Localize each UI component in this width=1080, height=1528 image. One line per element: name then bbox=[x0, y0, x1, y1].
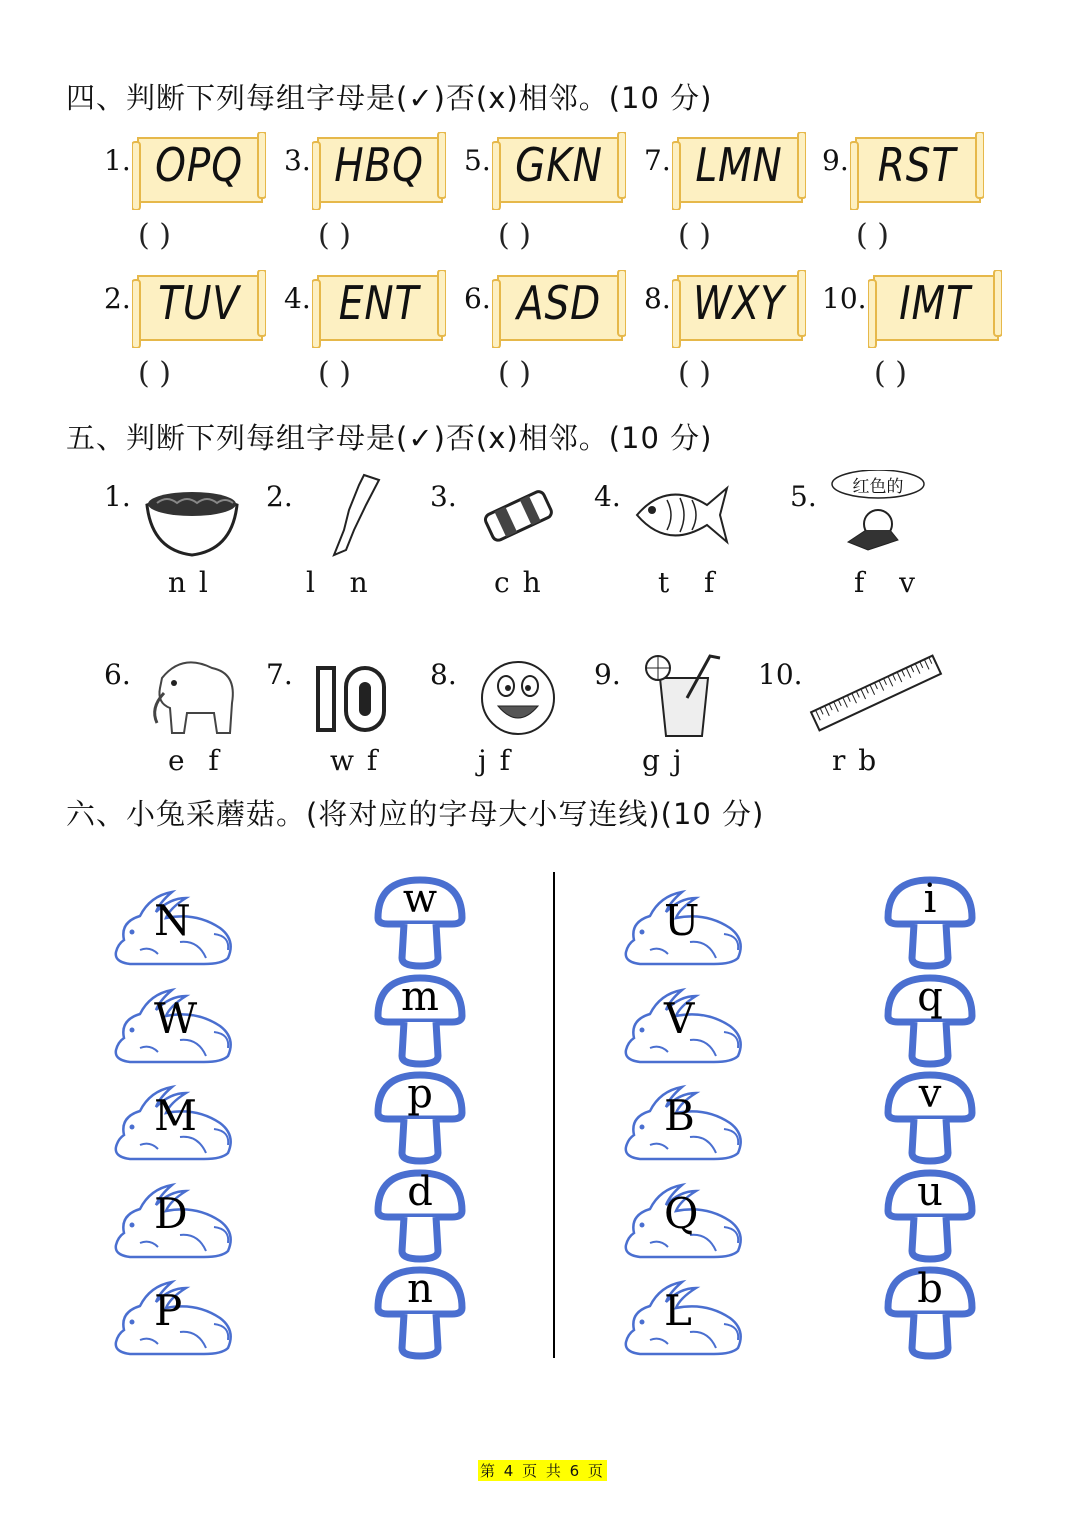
picture-item bbox=[266, 648, 436, 788]
adjacency-item bbox=[644, 132, 834, 252]
mushroom-card[interactable] bbox=[372, 874, 468, 970]
letter-group: IMT bbox=[899, 276, 971, 330]
speech-bubble-text: 红色的 bbox=[852, 477, 904, 497]
lowercase-letter: q bbox=[917, 974, 943, 1020]
answer-blank[interactable]: ( ) bbox=[678, 356, 711, 391]
picture-item bbox=[594, 470, 764, 610]
mushroom-card[interactable] bbox=[882, 1264, 978, 1360]
lowercase-letter: v bbox=[918, 1071, 942, 1117]
answer-blank[interactable]: ( ) bbox=[498, 356, 531, 391]
rabbit-card[interactable] bbox=[110, 1278, 240, 1358]
item-number: 10. bbox=[822, 282, 867, 315]
picture-item bbox=[430, 470, 600, 610]
letter-options: t f bbox=[658, 566, 717, 599]
item-number: 10. bbox=[758, 658, 803, 691]
item-number: 5. bbox=[790, 480, 817, 513]
item-number: 4. bbox=[284, 282, 311, 315]
lowercase-letter: m bbox=[401, 974, 439, 1020]
adjacency-item bbox=[284, 132, 474, 252]
uppercase-letter: D bbox=[154, 1189, 188, 1238]
item-number: 3. bbox=[284, 144, 311, 177]
center-divider bbox=[553, 872, 555, 1358]
rabbit-card[interactable] bbox=[620, 986, 750, 1066]
rabbit-card[interactable] bbox=[620, 1278, 750, 1358]
adjacency-item bbox=[464, 270, 654, 390]
lowercase-letter: n bbox=[407, 1266, 433, 1312]
lowercase-letter: w bbox=[402, 876, 438, 922]
adjacency-item bbox=[284, 270, 474, 390]
letter-options: j f bbox=[478, 744, 512, 777]
adjacency-item bbox=[822, 132, 1012, 252]
mushroom-card[interactable] bbox=[372, 1069, 468, 1165]
letter-group: GKN bbox=[515, 138, 603, 192]
mushroom-card[interactable] bbox=[372, 1167, 468, 1263]
picture-item bbox=[266, 470, 436, 610]
juice-icon bbox=[632, 648, 732, 738]
item-number: 6. bbox=[464, 282, 491, 315]
picture-item bbox=[430, 648, 600, 788]
adjacency-item bbox=[104, 270, 294, 390]
face-icon bbox=[468, 648, 568, 738]
bowl-icon bbox=[142, 470, 242, 560]
letter-options: e f bbox=[168, 744, 221, 777]
letter-group: LMN bbox=[695, 138, 783, 192]
item-number: 5. bbox=[464, 144, 491, 177]
lowercase-letter: u bbox=[917, 1169, 943, 1215]
letter-group: OPQ bbox=[155, 138, 243, 192]
answer-blank[interactable]: ( ) bbox=[318, 356, 351, 391]
section-6-title: 六、小兔采蘑菇。(将对应的字母大小写连线)(10 分) bbox=[66, 797, 765, 831]
mushroom-card[interactable] bbox=[882, 1069, 978, 1165]
item-number: 9. bbox=[594, 658, 621, 691]
adjacency-item bbox=[822, 270, 1012, 390]
adjacency-item bbox=[104, 132, 294, 252]
letter-group: TUV bbox=[158, 276, 240, 330]
lowercase-letter: i bbox=[923, 876, 937, 922]
item-number: 7. bbox=[266, 658, 293, 691]
picture-item bbox=[594, 648, 764, 788]
adjacency-item bbox=[644, 270, 834, 390]
picture-item bbox=[758, 648, 958, 788]
leg-icon bbox=[304, 470, 404, 560]
section-4-title: 四、判断下列每组字母是(✓)否(x)相邻。(10 分) bbox=[66, 81, 713, 115]
adjacency-item bbox=[464, 132, 654, 252]
answer-blank[interactable]: ( ) bbox=[856, 218, 889, 253]
rabbit-card[interactable] bbox=[110, 1181, 240, 1261]
item-number: 2. bbox=[266, 480, 293, 513]
rabbit-card[interactable] bbox=[110, 986, 240, 1066]
letter-group: RST bbox=[877, 138, 957, 192]
rabbit-card[interactable] bbox=[110, 1083, 240, 1163]
uppercase-letter: M bbox=[154, 1091, 198, 1140]
answer-blank[interactable]: ( ) bbox=[678, 218, 711, 253]
letter-group: ASD bbox=[516, 276, 602, 330]
fish-icon bbox=[632, 470, 732, 560]
picture-item bbox=[104, 648, 274, 788]
mushroom-card[interactable] bbox=[372, 1264, 468, 1360]
uppercase-letter: P bbox=[154, 1286, 183, 1335]
rabbit-card[interactable] bbox=[620, 1181, 750, 1261]
mushroom-card[interactable] bbox=[372, 972, 468, 1068]
uppercase-letter: N bbox=[154, 896, 191, 945]
item-number: 8. bbox=[644, 282, 671, 315]
uppercase-letter: W bbox=[154, 994, 198, 1043]
mushroom-card[interactable] bbox=[882, 1167, 978, 1263]
number-ten-icon bbox=[304, 648, 404, 738]
page-footer: 第 4 页 共 6 页 bbox=[480, 1462, 605, 1480]
uppercase-letter: V bbox=[664, 994, 695, 1043]
answer-blank[interactable]: ( ) bbox=[318, 218, 351, 253]
crayon-icon bbox=[468, 470, 568, 560]
item-number: 4. bbox=[594, 480, 621, 513]
rabbit-card[interactable] bbox=[110, 888, 240, 968]
elephant-icon bbox=[142, 648, 242, 738]
answer-blank[interactable]: ( ) bbox=[138, 356, 171, 391]
rabbit-card[interactable] bbox=[620, 888, 750, 968]
letter-options: w f bbox=[330, 744, 380, 777]
mushroom-card[interactable] bbox=[882, 874, 978, 970]
lowercase-letter: b bbox=[917, 1266, 943, 1312]
letter-options: r b bbox=[832, 744, 879, 777]
picture-item bbox=[104, 470, 274, 610]
letter-options: c h bbox=[494, 566, 543, 599]
answer-blank[interactable]: ( ) bbox=[498, 218, 531, 253]
answer-blank[interactable]: ( ) bbox=[874, 356, 907, 391]
uppercase-letter: U bbox=[664, 896, 700, 945]
rabbit-card[interactable] bbox=[620, 1083, 750, 1163]
letter-options: n l bbox=[168, 566, 210, 599]
letter-group: WXY bbox=[693, 276, 785, 330]
item-number: 2. bbox=[104, 282, 131, 315]
letter-group: HBQ bbox=[334, 138, 424, 192]
item-number: 3. bbox=[430, 480, 457, 513]
letter-options: g j bbox=[642, 744, 684, 777]
uppercase-letter: B bbox=[664, 1091, 695, 1140]
lowercase-letter: d bbox=[407, 1169, 433, 1215]
mushroom-card[interactable] bbox=[882, 972, 978, 1068]
ruler-icon bbox=[804, 648, 944, 738]
item-number: 6. bbox=[104, 658, 131, 691]
answer-blank[interactable]: ( ) bbox=[138, 218, 171, 253]
section-5-title: 五、判断下列每组字母是(✓)否(x)相邻。(10 分) bbox=[66, 421, 713, 455]
letter-options: l n bbox=[306, 566, 370, 599]
item-number: 1. bbox=[104, 480, 131, 513]
lowercase-letter: p bbox=[407, 1071, 433, 1117]
item-number: 1. bbox=[104, 144, 131, 177]
letter-group: ENT bbox=[338, 276, 420, 330]
item-number: 9. bbox=[822, 144, 849, 177]
uppercase-letter: Q bbox=[664, 1189, 699, 1238]
item-number: 7. bbox=[644, 144, 671, 177]
uppercase-letter: L bbox=[664, 1286, 692, 1335]
letter-options: f v bbox=[854, 566, 917, 599]
picture-item bbox=[790, 470, 960, 610]
item-number: 8. bbox=[430, 658, 457, 691]
